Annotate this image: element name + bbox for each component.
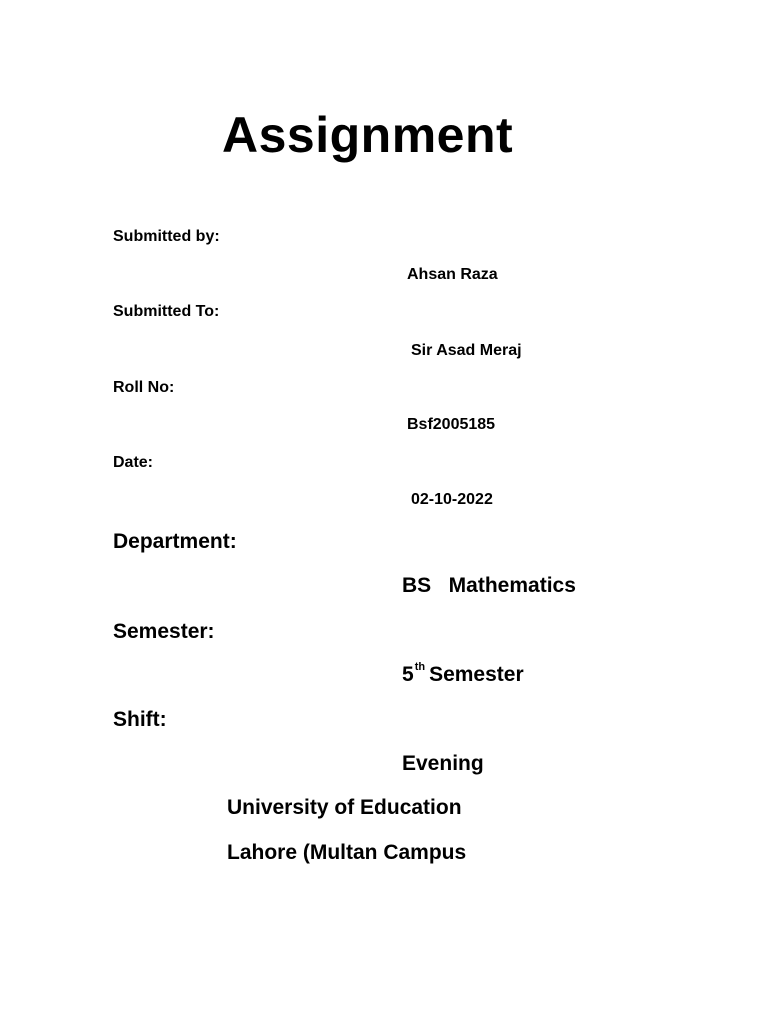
institution-line-1: University of Education bbox=[227, 796, 462, 819]
submitted-by-value: Ahsan Raza bbox=[407, 266, 498, 283]
submitted-by-label: Submitted by: bbox=[113, 228, 220, 245]
roll-no-value: Bsf2005185 bbox=[407, 416, 496, 433]
semester-word: Semester bbox=[429, 663, 524, 686]
date-value: 02-10-2022 bbox=[411, 491, 493, 508]
shift-value: Evening bbox=[402, 752, 484, 775]
semester-value bbox=[402, 661, 524, 686]
document-title: Assignment bbox=[222, 107, 514, 163]
date-label: Date: bbox=[113, 454, 154, 471]
roll-no-label: Roll No: bbox=[113, 379, 175, 396]
semester-ordinal-suffix: th bbox=[414, 661, 426, 673]
submitted-to-label: Submitted To: bbox=[113, 303, 220, 320]
semester-number: 5 bbox=[402, 663, 414, 686]
shift-label: Shift: bbox=[113, 708, 167, 731]
department-label: Department: bbox=[113, 530, 237, 553]
institution-line-2: Lahore (Multan Campus bbox=[227, 841, 467, 864]
semester-label: Semester: bbox=[113, 620, 215, 643]
department-value: BS Mathematics bbox=[402, 574, 576, 597]
submitted-to-value: Sir Asad Meraj bbox=[411, 342, 522, 359]
